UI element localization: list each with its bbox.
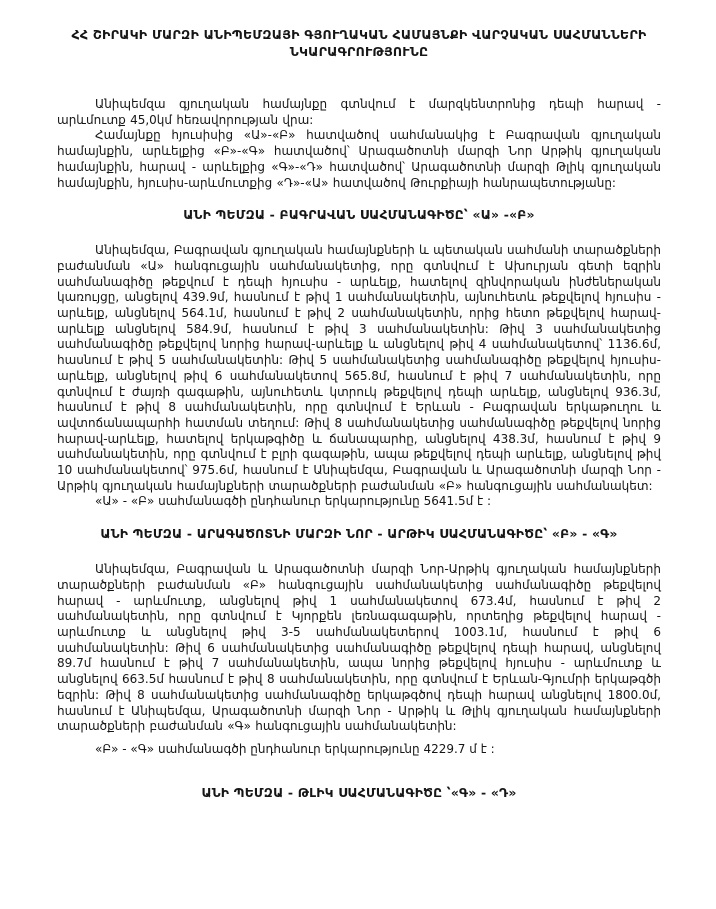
intro-paragraph-neighbors: Համայնքը հյուսիսից «Ա»-«Բ» հատվածով սահմանակից է Բագրավան գյուղական համայնքին, արևելքից «Բ»-«Գ» հատվածով՝ Արագածոտնի մարզի Նոր Արթիկ գյուղական համայնքին, հարավ - արևելքից «Գ»-«Դ» հատվածով՝ Արագածոտնի մարզի Թլիկ գյուղական համայնքին, հյուսիս-արևմուտքից «Դ»-«Ա» հատվածով Թուրքիայի հանրապետությանը: (57, 128, 661, 190)
intro-paragraph-location: Անիպեմզա գյուղական համայնքը գտնվում է մարզկենտրոնից դեպի հարավ - արևմուտք 45,0կմ հեռավորության վրա: (57, 97, 661, 127)
section-total-length-b-g: «Բ» - «Գ» սահմանագծի ընդհանուր երկարությունը 4229.7 մ է : (95, 741, 495, 756)
section-body-ani-pemza-bagravan: Անիպեմզա, Բագրավան գյուղական համայնքների և պետական սահմանի տարածքների բաժանման «Ա» հանգուցային սահմանակետից, որը գտնվում է Ախուրյան գետի եզրին սահմանագիծը թեքվում է դեպի հյուսիս - արևելք, հատելով զինվորական ինժեներական կառույցը, անցելով 439.9մ, հասնում է թիվ 1 սահմանակետին, այնուհետև թեքվելով հյուսիս - արևելք, անցնելով 564.1մ, հասնում է թիվ 2 սահմանակետին, որից հետո թեքվելով հարավ-արևելք անցնելով 584.9մ, հասնում է թիվ 3 սահմանակետին: Թիվ 3 սահմանակետից սահմանագիծը թեքվելով նորից հարավ-արևելք և անցնելով թիվ 4 սահմանակետով՝ 1136.6մ, հասնում է թիվ 5 սահմանակետին: Թիվ 5 սահմանակետից սահմանագիծը թեքվելով հյուսիս-արևելք, անցնելով թիվ 6 սահմանակետով 565.8մ, հասնում է թիվ 7 սահմանակետին, որը գտնվում է ժայռի գագաթին, այնուհետև կտրուկ թեքվելով դեպի արևելք, անցնելով 936.3մ, հասնում է թիվ 8 սահմանակետին, որը գտնվում է Երևան - Բագրավան երկաթուղու և ավտոճանապարհի հատման տեղում: Թիվ 8 սահմանակետից սահմանագիծը թեքվելով նորից հարավ-արևելք, հատելով երկաթգիծը և ճանապարհը, անցնելով 438.3մ, հասնում է թիվ 9 սահմանակետին, որը գտնվում է բլրի գագաթին, ապա թեքվելով դեպի արևելք, անցնելով թիվ 10 սահմանակետով՝ 975.6մ, հասնում է Անիպեմզա, Բագրավան և Արագածոտնի մարզի Նոր - Արթիկ գյուղական համայնքների տարածքների բաժանման «Բ» հանգուցային սահմանակետ: (57, 243, 661, 493)
section-heading-ani-pemza-bagravan: ԱՆԻ ՊԵՄԶԱ - ԲԱԳՐԱՎԱՆ ՍԱՀՄԱՆԱԳԻԾԸ՝ «Ա» -«Բ» (183, 207, 535, 223)
section-heading-ani-pemza-nor-artik: ԱՆԻ ՊԵՄԶԱ - ԱՐԱԳԱԾՈՏՆԻ ՄԱՐԶԻ ՆՈՐ - ԱՐԹԻԿ ՍԱՀՄԱՆԱԳԻԾԸ՝ «Բ» - «Գ» (100, 526, 618, 542)
document-title: ՀՀ ՇԻՐԱԿԻ ՄԱՐԶԻ ԱՆԻՊԵՄԶԱՅԻ ԳՅՈՒՂԱԿԱՆ ՀԱՄԱՅՆՔԻ ՎԱՐՉԱԿԱՆ ՍԱՀՄԱՆՆԵՐԻ ՆԿԱՐԱԳՐՈՒԹՅՈՒՆԸ (71, 27, 647, 59)
section-total-length-a-b: «Ա» - «Բ» սահմանագծի ընդհանուր երկարությունը 5641.5մ է : (95, 494, 492, 509)
section-heading-ani-pemza-tlik: ԱՆԻ ՊԵՄԶԱ - ԹԼԻԿ ՍԱՀՄԱՆԱԳԻԾԸ ՝«Գ» - «Դ» (201, 784, 517, 800)
section-body-ani-pemza-nor-artik: Անիպեմզա, Բագրավան և Արագածոտնի մարզի Նոր-Արթիկ գյուղական համայնքների տարածքների բաժանման «Բ» հանգուցային սահմանակետից սահմանագիծը թեքվելով հարավ - արևմուտք, անցնելով թիվ 1 սահմանակետով 673.4մ, հասնում է թիվ 2 սահմանակետին, որը գտնվում է Կյորքեն լեռնագագաթին, որտեղից թեքվելով հարավ - արևմուտք և անցնելով թիվ 3-5 սահմանակետերով 1003.1մ, հասնում է թիվ 6 սահմանակետին: Թիվ 6 սահմանակետից սահմանագիծը թեքվելով դեպի հարավ, անցնելով 89.7մ հասնում է թիվ 7 սահմանակետին, ապա նորից թեքվելով հյուսիս - արևմուտք և անցնելով 663.5մ հասնում է թիվ 8 սահմանակետին, որը գտնվում է Երևան-Գյումրի երկաթգծի եզրին: Թիվ 8 սահմանակետից սահմանագիծը երկաթգծով դեպի հարավ անցնելով 1800.0մ, հասնում է Անիպեմզա, Արագածոտնի մարզի Նոր - Արթիկ և Թլիկ գյուղական համայնքների տարածքների բաժանման «Գ» հանգուցային սահմանակետին: (57, 562, 661, 734)
